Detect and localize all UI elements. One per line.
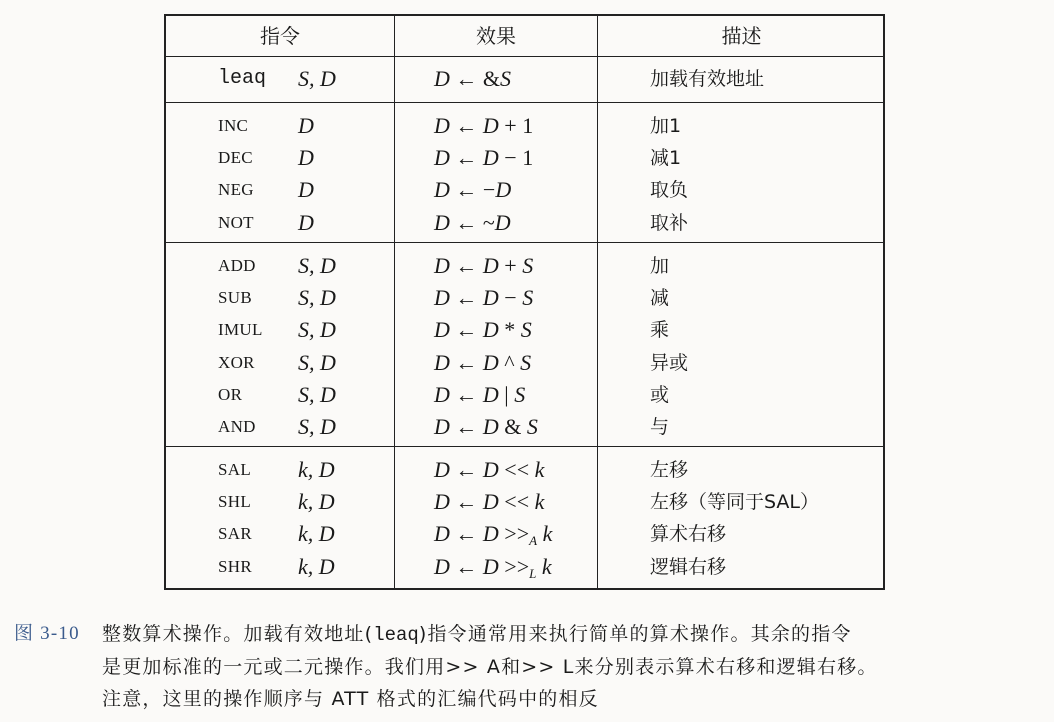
- instruction-mnemonic: SAL: [218, 460, 252, 479]
- instruction-description: 异或: [650, 351, 689, 374]
- instruction-description: 减: [650, 287, 670, 310]
- instruction-mnemonic: XOR: [218, 352, 255, 372]
- instruction-description: 加1: [650, 115, 682, 137]
- instruction-mnemonic: leaq: [218, 67, 267, 90]
- instruction-operands: D: [298, 113, 314, 138]
- instruction-effect: D ← D << k: [434, 489, 545, 515]
- header-description: 描述: [721, 24, 762, 48]
- instruction-operands: D: [298, 145, 314, 171]
- instruction-operands: S, D: [298, 349, 336, 375]
- instruction-effect: D ← D & S: [434, 414, 538, 439]
- instruction-description: 加载有效地址: [650, 68, 765, 90]
- instruction-effect: D ← D << k: [434, 457, 545, 482]
- instruction-mnemonic: NOT: [218, 212, 254, 232]
- instruction-effect: D ← D − S: [434, 285, 534, 311]
- instruction-mnemonic: AND: [218, 417, 256, 436]
- instruction-effect: D ← D ^ S: [434, 349, 532, 375]
- instruction-mnemonic: INC: [218, 116, 249, 135]
- instruction-table: [164, 14, 885, 590]
- instruction-effect: D ← $D >>_A$ k: [434, 521, 553, 549]
- instruction-operands: S, D: [298, 381, 336, 407]
- instruction-mnemonic: OR: [218, 384, 243, 404]
- instruction-operands: S, D: [298, 253, 336, 278]
- instruction-operands: k, D: [298, 521, 335, 547]
- instruction-description: 乘: [650, 319, 670, 342]
- instruction-description: 逻辑右移: [650, 555, 727, 578]
- instruction-description: 加: [650, 255, 670, 277]
- instruction-mnemonic: SHR: [218, 556, 252, 576]
- instruction-mnemonic: NEG: [218, 180, 254, 200]
- instruction-description: 算术右移: [650, 523, 727, 546]
- row-divider: [166, 242, 883, 243]
- instruction-description: 取负: [650, 179, 689, 202]
- instruction-operands: D: [298, 209, 314, 235]
- row-divider: [166, 102, 883, 103]
- instruction-operands: k, D: [298, 553, 335, 579]
- instruction-operands: S, D: [298, 285, 336, 311]
- figure-caption: [14, 618, 1044, 715]
- header-instruction: 指令: [260, 24, 300, 48]
- caption-line-3: 注意，这里的操作顺序与 ATT 格式的汇编代码中的相反: [102, 688, 599, 710]
- instruction-effect: D ← $D >>_L$ k: [434, 553, 552, 581]
- instruction-effect: D ← D + 1: [434, 113, 534, 138]
- instruction-description: 或: [650, 383, 670, 406]
- header-effect: 效果: [476, 24, 516, 48]
- instruction-mnemonic: IMUL: [218, 320, 263, 340]
- instruction-mnemonic: SUB: [218, 288, 252, 308]
- instruction-description: 左移（等同于SAL）: [650, 491, 819, 514]
- instruction-effect: D ← D * S: [434, 317, 532, 343]
- caption-line-1: 整数算术操作。加载有效地址(leaq)指令通常用来执行简单的算术操作。其余的指令: [102, 623, 852, 646]
- instruction-effect: D ← ~D: [434, 209, 511, 235]
- instruction-operands: D: [298, 177, 314, 203]
- instruction-description: 减1: [650, 147, 682, 170]
- instruction-mnemonic: ADD: [218, 256, 256, 275]
- caption-line-2: 是更加标准的一元或二元操作。我们用>> A和>> L来分别表示算术右移和逻辑右移。: [102, 656, 878, 678]
- instruction-description: 左移: [650, 459, 689, 481]
- instruction-effect: D ← &S: [434, 66, 512, 91]
- instruction-effect: D ← −D: [434, 177, 512, 203]
- instruction-operands: S, D: [298, 317, 336, 343]
- instruction-description: 与: [650, 416, 670, 438]
- instruction-mnemonic: SAR: [218, 524, 252, 544]
- instruction-operands: k, D: [298, 489, 335, 515]
- instruction-mnemonic: SHL: [218, 492, 252, 512]
- instruction-operands: k, D: [298, 457, 335, 482]
- instruction-effect: D ← D − 1: [434, 145, 534, 171]
- instruction-effect: D ← D | S: [434, 381, 526, 407]
- row-divider: [166, 446, 883, 447]
- figure-label: 图 3-10: [14, 623, 80, 644]
- instruction-description: 取补: [650, 211, 689, 234]
- row-divider: [166, 56, 883, 57]
- instruction-operands: S, D: [298, 66, 336, 91]
- instruction-operands: S, D: [298, 414, 336, 439]
- instruction-mnemonic: DEC: [218, 148, 253, 168]
- instruction-effect: D ← D + S: [434, 253, 534, 278]
